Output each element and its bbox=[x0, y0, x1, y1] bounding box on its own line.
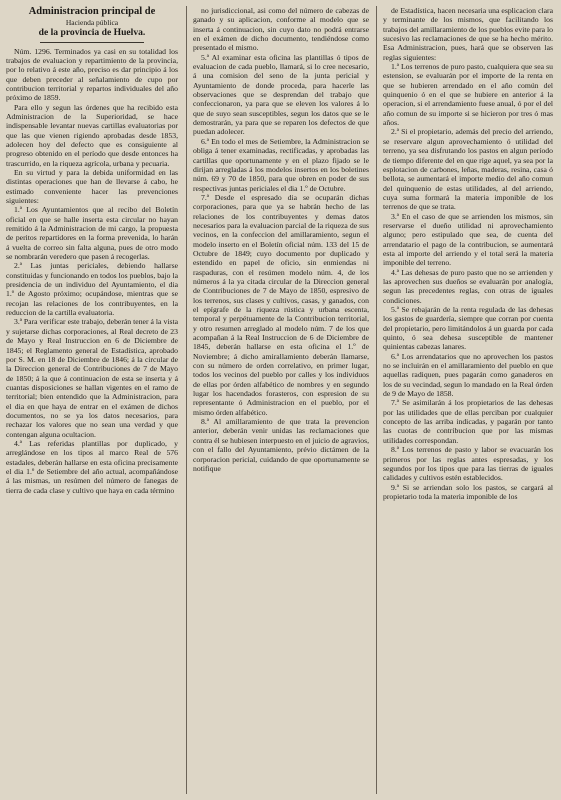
paragraph: 3.ª Para verificar este trabajo, deberán tener á la vista y sujetarse dichas corporaciones, al Real decreto de 23 de Mayo y Real Instruccion en 6 de Diciembre de 1845; el Reglamento general de Estadística, aprobado por S. M. en 18 de Diciembre de 1846; á la circular de la Direccion general de Contribuciones de 7 de Mayo de 1850; á la que á continuacion de esta se inserta y á cuantas disposiciones se hallan vigentes en el ramo de territorial; bien entendido que la Administracion, para el dia en que haya de entrar en el exámen de dichos documentos, no se ya los datos necesarios, para rechazar los valores que no sean una verdad y que contengan alguna ocultacion. bbox=[6, 317, 178, 439]
paragraph: 4.ª Las referidas plantillas por duplicado, y arreglándose en los tipos al marco Real de 576 estadales, deberán hallarse en esta oficina precisamente el dia 1.º de Setiembre del año actual, acompañándose á las mismas, un resúmen del número de fanegas de tierra de cada clase y cultivo que haya en cada término bbox=[6, 438, 178, 495]
section-title: Administracion principal de bbox=[28, 6, 156, 17]
paragraph: Núm. 1296. Terminados ya casi en su totalidad los trabajos de evaluacion y repartimiento de la provincia, por lo relativo á este año, preciso es dar principio á los que deben preceder al señalamiento de cupo por contribucion territorial y repartos individuales del año próximo de 1859. bbox=[6, 46, 178, 103]
column-rule bbox=[376, 6, 377, 794]
paragraph: 6.ª Los arrendatarios que no aprovechen los pastos no se incluirán en el amillaramiento del pueblo en que aquellas radiquen, pues pagarán como ganaderos en los de su vecindad, segun lo mandado en la Real órden de 9 de Mayo de 1858. bbox=[383, 351, 553, 399]
section-province: de la provincia de Huelva. bbox=[38, 27, 146, 38]
column-2 bbox=[193, 6, 369, 796]
title-separator bbox=[40, 42, 143, 43]
paragraph: En su virtud y para la debida uniformidad en las distintas operaciones que han de llevarse á cabo, he estimado conveniente hacer las prevenciones siguientes: bbox=[6, 167, 178, 205]
paragraph: 4.ª Las dehesas de puro pasto que no se arrienden y las aprovechen sus dueños se evaluarán por analogía, segun las precedentes reglas, con otras de iguales condiciones. bbox=[383, 267, 553, 305]
paragraph: 7.ª Desde el espresado dia se ocuparán dichas corporaciones, para que ya se habrán hecho de las relaciones de los contribuyentes y demas datos necesarios para la evaluacion parcial de la riqueza de sus vecinos, en la confeccion del amillaramiento, segun el modelo inserto en el Boletín oficial núm. 133 del 15 de Octubre de 1849; cuyo documento por duplicado y estendido en papel de oficio, sin enmiendas ni raspaduras, con el resúmen modelo núm. 4, de los números á la ya citada circular de la Direccion general de Contribuciones de 7 de Mayo de 1850, espresivo de los terrenos, sus clases y cultivos, casas, y ganados, con el epígrafe de la riqueza rústica y urbana escenta, temporal y perpétuamente de la Contribucion territorial, y otro resumen arreglado al modelo núm. 7 de los que acompañan á la Real Instruccion de 6 de Diciembre de 1845, deberán hallarse en esta oficina el 1.º de Noviembre; á dicho amirallamiento deberán llamarse, con su número de orden correlativo, en primer lugar, todos los vecinos del pueblo por calles y los individuos de ellas por órden alfabético de nombres y en segundo lugar los hacendados forasteros, con espresion de su representante ó Administracion en el pueblo, por el mismo órden alfabético. bbox=[193, 192, 369, 417]
paragraph: 5.ª Al examinar esta oficina las plantillas ó tipos de evaluacion de cada pueblo, llamará, si lo cree necesario, á una comision del seno de la junta pericial y Ayuntamiento de donde proceda, para hacerle las observaciones que se desprendan del trabajo que confeccionaron, ya para que se eleven los valores á lo que de suyo sean susceptibles, segun los datos que se le demostrarán, ya para que se reparen los defectos de que puedan adolecer. bbox=[193, 52, 369, 137]
paragraph: 8.ª Al amillaramiento de que trata la prevencion anterior, deberán venir unidas las reclamaciones que contra él se hubiesen interpuesto en el juicio de agravios, con el fallo del Ayuntamiento, prévio dictámen de la corporacion pericial, cuidando de que oportunamente se notifique bbox=[193, 417, 369, 473]
paragraph: 1.ª Los Ayuntamientos que al recibo del Boletín oficial en que se halle inserta esta circular no hayan remitido á la Administracion de mi cargo, la propuesta de peritos repartidores en la forma prevenida, lo harán á vuelta de correo sin falta alguna, pues de otro modo se nombrarán veredero que pasen á recogerlas. bbox=[6, 205, 178, 262]
column-rule bbox=[186, 6, 187, 794]
paragraph: 9.ª Si se arriendan solo los pastos, se cargará al propietario toda la materia imponible de los bbox=[383, 482, 553, 501]
paragraph: Para ello y segun las órdenes que ha recibido esta Administracion de la Superioridad, se hace indispensable levantar nuevas cartillas evaluatorias por que las que vienen rigiendo aprobadas desde 1853, adolecen hoy del defecto que es consiguiente al progreso obtenido en el período que desde entonces ha trascurrido, en la riqueza agrícola, urbana y pecuaria. bbox=[6, 102, 178, 168]
paragraph: 2.ª Si el propietario, además del precio del arriendo, se reservare algun aprovechamiento ó utilidad del terreno, ya sea disfrutando los pastos en algun período de tiempo diferente del en que rige aquel, ya sea por la esplotacion de carbones, leñas, maderas, resina, casa ó bellota, se aumentará el importe medio del año comun del quinquenio de estas utilidades, al del arriendo, cuya suma formará la materia imponible de los terrenos de que se trata. bbox=[383, 127, 553, 212]
paragraph: 6.ª En todo el mes de Setiembre, la Administracion se obliga á tener examinadas, rectificadas, y aprobadas las cartillas que oportunamente y en el plazo fijado se le dirijan arregladas á los modelos insertos en los boletines núm. 69 y 70 de 1850, para que obren en poder de sus respectivas juntas periciales el dia 1.º de Octubre. bbox=[193, 136, 369, 193]
paragraph: 1.ª Los terrenos de puro pasto, cualquiera que sea su estension, se evaluarán por el importe de la renta en que se hubieren arrendado en el año común del quinquenio ó en el que se hubiere en anterior á la operacion, si el arrendamiento fuese anual, ó por el del año comun de su importe si se hicieron por tres ó mas años. bbox=[383, 62, 553, 128]
paragraph: 3.ª En el caso de que se arrienden los mismos, sin reservarse el dueño utilidad ni aprovechamiento alguno; pero estipulado que sea, de cuenta del arrendatario el pago de la contribucion, se aumentará esta al importe del arriendo y el total será la materia imponible del terreno. bbox=[383, 211, 553, 268]
paragraph: no jurisdiccional, asi como del número de cabezas de ganado y su aplicacion, conforme al modelo que se inserta á continuacion, sin cuyo dato no podrá entrarse en el exámen de dicho documento, tendiéndose como presentado el mismo. bbox=[193, 6, 369, 53]
paragraph: 5.ª Se rebajarán de la renta regulada de las dehesas los gastos de guardería, siempre que corran por cuenta del propietario, pero limitándolos á un guarda por cada quinto, ó sea dehesa susceptible de mantener quinientas cabezas lanares. bbox=[383, 305, 553, 352]
paragraph: 7.ª Se asimilarán á los propietarios de las dehesas por las utilidades que de ellas perciban por cualquier concepto de las arriba indicadas, y pagarán por tanto las cuotas de contribucion que por las mismas utilidades correspondan. bbox=[383, 398, 553, 445]
paragraph: de Estadística, hacen necesaria una esplicacion clara y terminante de los mismos, que facilitando los trabajos del amillaramiento de los pueblos evite para lo sucesivo las reclamaciones de que se ha hecho mérito. Esa Administracion, pues, hará que se observen las reglas siguientes: bbox=[383, 6, 553, 62]
column-3 bbox=[383, 6, 553, 796]
paragraph: 8.ª Los terrenos de pasto y labor se evacuarán los primeros por las reglas antes espresadas, y los segundos por los tipos que para las tierras de iguales calidades y cultivos estén establecidos. bbox=[383, 445, 553, 483]
column-1 bbox=[6, 6, 178, 796]
section-subtitle: Hacienda pública bbox=[65, 18, 119, 27]
paragraph: 2.ª Las juntas periciales, debiendo hallarse constituidas y funcionando en todos los pueblos, bajo la presidencia de un individuo del Ayuntamiento, el dia 1.º de Agosto próximo; ocupándose, mientras que se recojan las relaciones de los contribuyentes, en la reduccion de la cartilla evaluatoria. bbox=[6, 261, 178, 318]
